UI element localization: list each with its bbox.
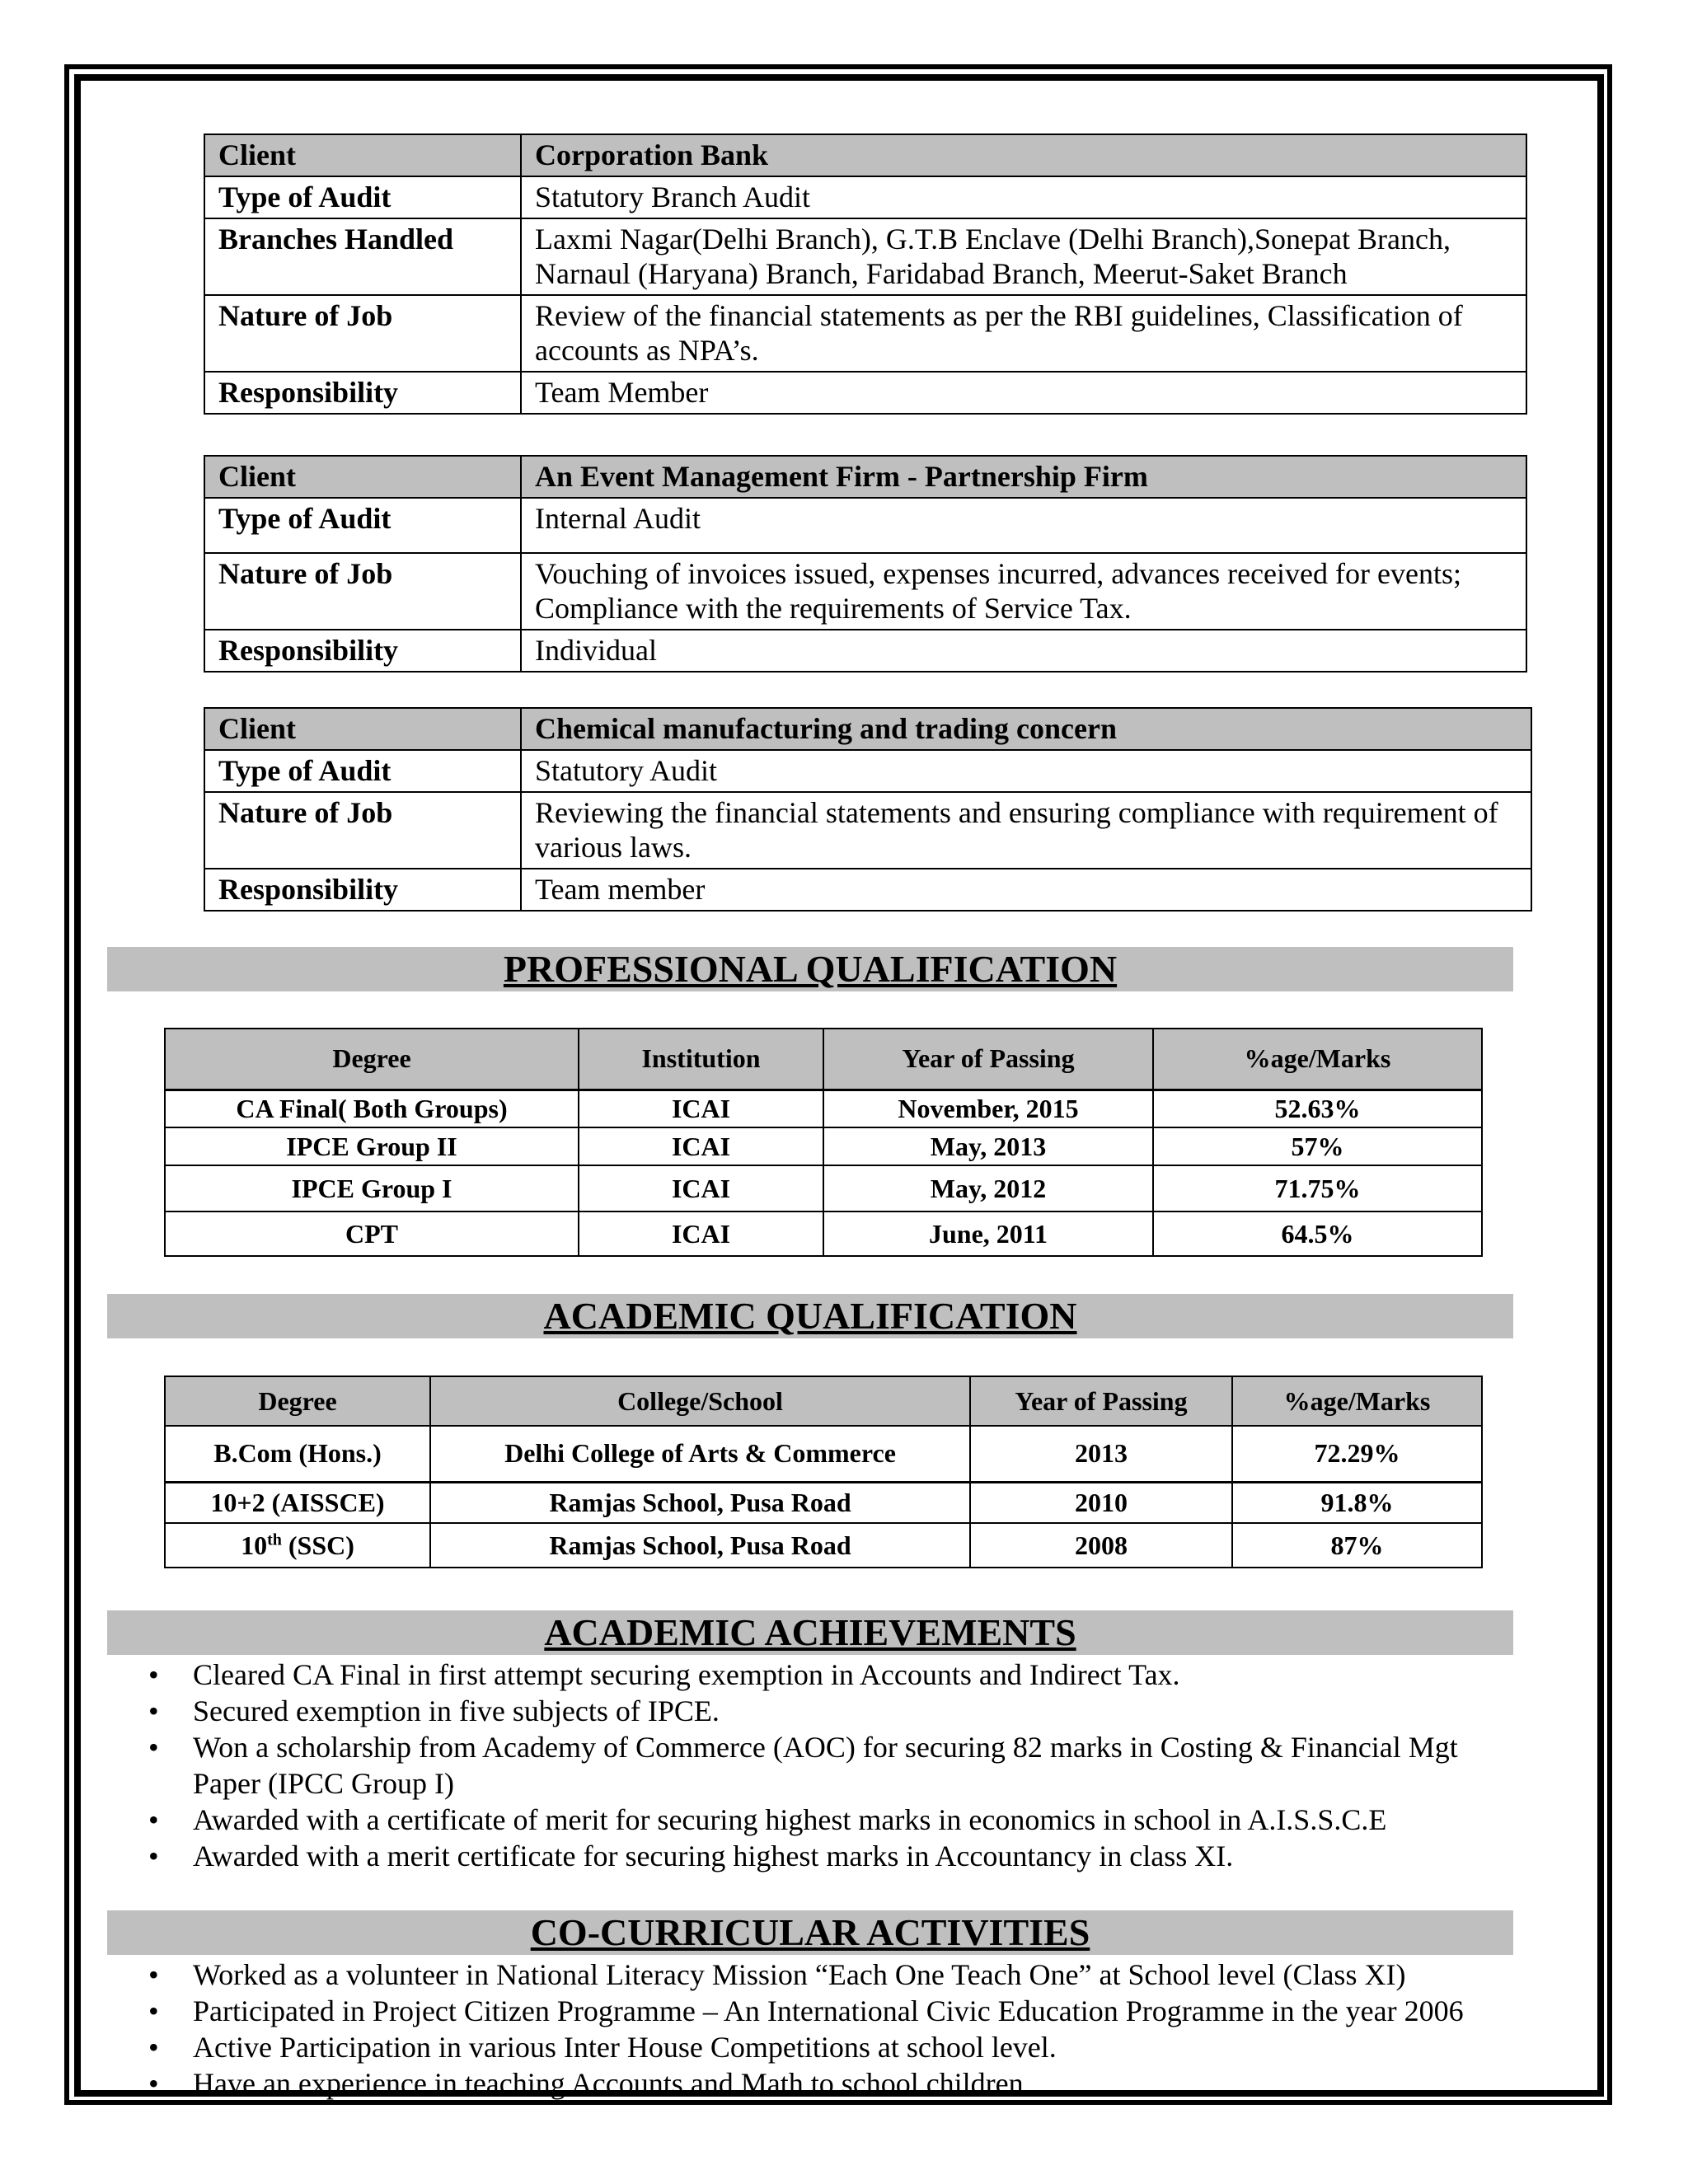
marks-cell: 91.8% — [1232, 1482, 1482, 1523]
table-row — [204, 372, 1526, 414]
audit-table-corporation-bank — [204, 134, 1527, 415]
audit-type-value: Statutory Audit — [521, 750, 1531, 792]
nature-label: Nature of Job — [204, 792, 521, 869]
marks-cell: 72.29% — [1232, 1426, 1482, 1482]
marks-cell: 57% — [1153, 1127, 1482, 1165]
list-item: • Participated in Project Citizen Programme – An International Civic Education Programme in the year 2006 — [124, 1993, 1525, 2029]
table-row — [165, 1482, 1482, 1523]
nature-value: Reviewing the financial statements and ensuring compliance with requirement of various laws. — [521, 792, 1531, 869]
list-item: • Have an experience in teaching Accounts and Math to school children. — [124, 2065, 1525, 2102]
responsibility-label: Responsibility — [204, 630, 521, 672]
marks-cell: 71.75% — [1153, 1165, 1482, 1212]
nature-label: Nature of Job — [204, 553, 521, 630]
institution-cell: ICAI — [579, 1212, 823, 1256]
academic-qualification-table — [164, 1376, 1483, 1568]
table-row — [204, 750, 1531, 792]
client-label: Client — [204, 456, 521, 498]
table-row — [204, 630, 1526, 672]
col-degree: Degree — [165, 1376, 430, 1426]
co-curricular-heading: CO-CURRICULAR ACTIVITIES — [107, 1910, 1513, 1955]
degree-cell: B.Com (Hons.) — [165, 1426, 430, 1482]
list-item: • Cleared CA Final in first attempt securing exemption in Accounts and Indirect Tax. — [124, 1657, 1525, 1693]
col-degree: Degree — [165, 1029, 579, 1090]
table-row — [204, 176, 1526, 218]
responsibility-value: Team member — [521, 869, 1531, 911]
col-year: Year of Passing — [970, 1376, 1232, 1426]
institution-cell: ICAI — [579, 1090, 823, 1127]
institution-cell: ICAI — [579, 1127, 823, 1165]
list-item: • Active Participation in various Inter House Competitions at school level. — [124, 2029, 1525, 2065]
degree-cell — [165, 1523, 430, 1568]
year-cell: 2010 — [970, 1482, 1232, 1523]
table-row — [165, 1090, 1482, 1127]
client-label: Client — [204, 134, 521, 176]
degree-cell: IPCE Group II — [165, 1127, 579, 1165]
responsibility-value: Individual — [521, 630, 1526, 672]
col-institution: Institution — [579, 1029, 823, 1090]
marks-cell: 52.63% — [1153, 1090, 1482, 1127]
table-row — [204, 218, 1526, 295]
responsibility-label: Responsibility — [204, 372, 521, 414]
responsibility-value: Team Member — [521, 372, 1526, 414]
client-value: Corporation Bank — [521, 134, 1526, 176]
nature-value: Review of the financial statements as per the RBI guidelines, Classification of accounts as NPA’s. — [521, 295, 1526, 372]
branches-label: Branches Handled — [204, 218, 521, 295]
table-header-row — [165, 1376, 1482, 1426]
audit-type-label: Type of Audit — [204, 176, 521, 218]
table-row — [204, 295, 1526, 372]
list-item: • Awarded with a merit certificate for securing highest marks in Accountancy in class XI. — [124, 1838, 1525, 1874]
list-item: • Secured exemption in five subjects of IPCE. — [124, 1693, 1525, 1729]
nature-value: Vouching of invoices issued, expenses incurred, advances received for events; Compliance with the requirements of Service Tax. — [521, 553, 1526, 630]
academic-achievements-heading: ACADEMIC ACHIEVEMENTS — [107, 1610, 1513, 1655]
branches-value: Laxmi Nagar(Delhi Branch), G.T.B Enclave (Delhi Branch),Sonepat Branch, Narnaul (Haryana) Branch, Faridabad Branch, Meerut-Saket Branch — [521, 218, 1526, 295]
degree-cell: 10+2 (AISSCE) — [165, 1482, 430, 1523]
table-row — [204, 792, 1531, 869]
audit-type-value: Statutory Branch Audit — [521, 176, 1526, 218]
audit-type-label: Type of Audit — [204, 750, 521, 792]
professional-qualification-heading: PROFESSIONAL QUALIFICATION — [107, 947, 1513, 991]
marks-cell: 87% — [1232, 1523, 1482, 1568]
list-item: • Worked as a volunteer in National Literacy Mission “Each One Teach One” at School level (Class XI) — [124, 1957, 1525, 1993]
client-value: An Event Management Firm - Partnership Firm — [521, 456, 1526, 498]
col-college: College/School — [430, 1376, 970, 1426]
institution-cell: ICAI — [579, 1165, 823, 1212]
table-row — [165, 1127, 1482, 1165]
co-curricular-list — [124, 1957, 1525, 2102]
degree-cell: CPT — [165, 1212, 579, 1256]
college-cell: Ramjas School, Pusa Road — [430, 1482, 970, 1523]
audit-table-chemical-manufacturing — [204, 707, 1532, 912]
year-cell: 2013 — [970, 1426, 1232, 1482]
college-cell: Ramjas School, Pusa Road — [430, 1523, 970, 1568]
audit-type-label: Type of Audit — [204, 498, 521, 553]
client-value: Chemical manufacturing and trading concern — [521, 708, 1531, 750]
col-marks: %age/Marks — [1232, 1376, 1482, 1426]
table-row — [204, 498, 1526, 553]
degree-text: 10 — [241, 1530, 268, 1560]
professional-qualification-table — [164, 1028, 1483, 1257]
table-row — [165, 1212, 1482, 1256]
degree-suffix: (SSC) — [281, 1530, 354, 1560]
marks-cell: 64.5% — [1153, 1212, 1482, 1256]
table-header-row — [165, 1029, 1482, 1090]
degree-superscript: th — [267, 1530, 282, 1549]
table-row — [165, 1523, 1482, 1568]
nature-label: Nature of Job — [204, 295, 521, 372]
table-row — [204, 456, 1526, 498]
year-cell: November, 2015 — [823, 1090, 1153, 1127]
table-row — [165, 1426, 1482, 1482]
table-row — [204, 869, 1531, 911]
college-cell: Delhi College of Arts & Commerce — [430, 1426, 970, 1482]
year-cell: 2008 — [970, 1523, 1232, 1568]
year-cell: May, 2012 — [823, 1165, 1153, 1212]
list-item: • Awarded with a certificate of merit for securing highest marks in economics in school in A.I.S.S.C.E — [124, 1802, 1525, 1838]
year-cell: June, 2011 — [823, 1212, 1153, 1256]
col-year: Year of Passing — [823, 1029, 1153, 1090]
table-row — [204, 708, 1531, 750]
degree-cell: CA Final( Both Groups) — [165, 1090, 579, 1127]
list-item: • Won a scholarship from Academy of Commerce (AOC) for securing 82 marks in Costing & Financial Mgt Paper (IPCC Group I) — [124, 1729, 1525, 1802]
table-row — [165, 1165, 1482, 1212]
degree-cell: IPCE Group I — [165, 1165, 579, 1212]
table-row — [204, 553, 1526, 630]
achievements-list — [124, 1657, 1525, 1874]
col-marks: %age/Marks — [1153, 1029, 1482, 1090]
client-label: Client — [204, 708, 521, 750]
audit-type-value: Internal Audit — [521, 498, 1526, 553]
responsibility-label: Responsibility — [204, 869, 521, 911]
table-row — [204, 134, 1526, 176]
academic-qualification-heading: ACADEMIC QUALIFICATION — [107, 1294, 1513, 1338]
audit-table-event-management — [204, 455, 1527, 673]
year-cell: May, 2013 — [823, 1127, 1153, 1165]
